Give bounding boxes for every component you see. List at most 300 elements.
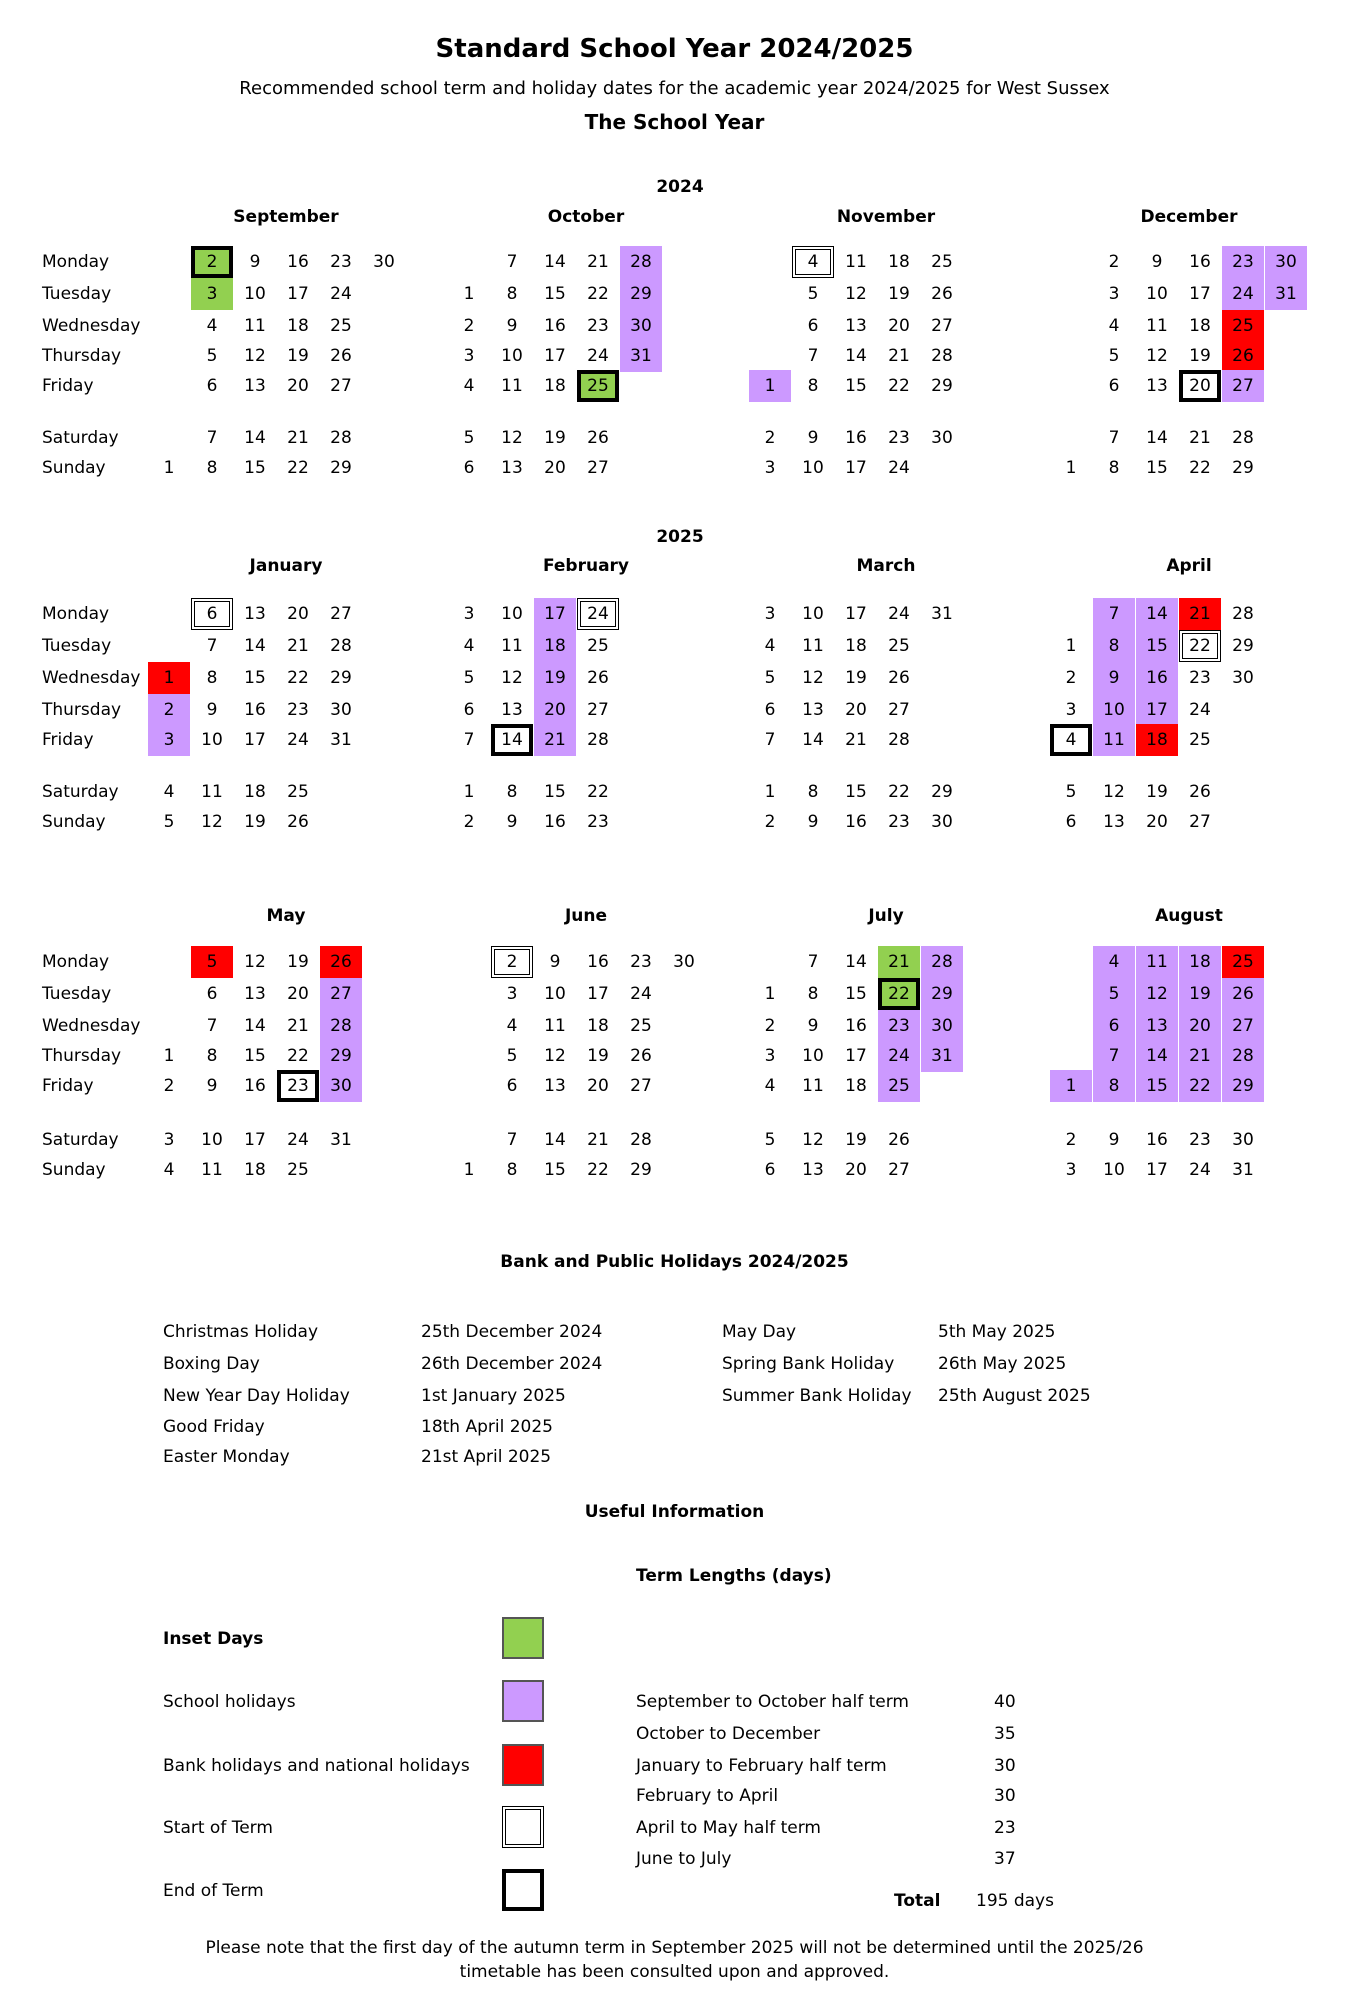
day-cell: 26 bbox=[587, 668, 609, 688]
day-cell: 14 bbox=[802, 730, 824, 750]
total-value: 195 days bbox=[976, 1891, 1054, 1911]
bank-holiday-date: 18th April 2025 bbox=[421, 1417, 553, 1437]
day-cell: 28 bbox=[888, 730, 910, 750]
day-cell: 3 bbox=[1108, 284, 1120, 304]
day-cell: 5 bbox=[1093, 978, 1135, 1010]
day-cell: 13 bbox=[1103, 812, 1125, 832]
day-cell: 28 bbox=[1232, 428, 1254, 448]
day-cell: 24 bbox=[1222, 278, 1264, 310]
day-cell: 24 bbox=[330, 284, 352, 304]
day-cell: 21 bbox=[534, 724, 576, 756]
day-cell: 13 bbox=[802, 1160, 824, 1180]
day-cell: 30 bbox=[1232, 1130, 1254, 1150]
day-cell: 21 bbox=[878, 946, 920, 978]
term-days: 23 bbox=[994, 1818, 1016, 1838]
day-cell: 30 bbox=[330, 700, 352, 720]
day-cell: 22 bbox=[587, 284, 609, 304]
day-cell: 16 bbox=[845, 1016, 867, 1036]
day-cell: 14 bbox=[1136, 1040, 1178, 1072]
day-cell: 8 bbox=[506, 284, 518, 304]
day-cell: 3 bbox=[463, 346, 475, 366]
day-cell: 28 bbox=[630, 1130, 652, 1150]
day-cell: 9 bbox=[549, 952, 561, 972]
term-label: June to July bbox=[636, 1849, 732, 1869]
day-cell: 29 bbox=[320, 1040, 362, 1072]
term-label: February to April bbox=[636, 1786, 779, 1806]
day-cell: 7 bbox=[807, 952, 819, 972]
term-days: 35 bbox=[994, 1724, 1016, 1744]
day-cell: 1 bbox=[463, 1160, 475, 1180]
day-cell: 27 bbox=[330, 604, 352, 624]
day-cell: 16 bbox=[587, 952, 609, 972]
day-cell: 3 bbox=[1065, 700, 1077, 720]
day-cell: 6 bbox=[764, 700, 776, 720]
bank-holiday-date: 1st January 2025 bbox=[421, 1386, 566, 1406]
day-cell: 25 bbox=[1189, 730, 1211, 750]
day-cell: 13 bbox=[244, 604, 266, 624]
day-cell: 16 bbox=[845, 428, 867, 448]
day-cell: 14 bbox=[1136, 598, 1178, 630]
day-cell: 6 bbox=[206, 984, 218, 1004]
day-cell: 27 bbox=[1222, 370, 1264, 402]
day-cell: 28 bbox=[587, 730, 609, 750]
day-cell: 18 bbox=[1189, 316, 1211, 336]
day-cell: 6 bbox=[463, 700, 475, 720]
day-name-wednesday: Wednesday bbox=[42, 668, 141, 688]
day-cell: 21 bbox=[287, 428, 309, 448]
day-cell: 3 bbox=[764, 1046, 776, 1066]
day-cell: 31 bbox=[921, 1040, 963, 1072]
day-cell: 20 bbox=[544, 458, 566, 478]
day-cell: 9 bbox=[1093, 662, 1135, 694]
legend-swatch-inset bbox=[502, 1617, 544, 1659]
day-cell: 15 bbox=[244, 668, 266, 688]
day-cell: 18 bbox=[1136, 724, 1178, 756]
bank-holiday-name: Easter Monday bbox=[163, 1447, 290, 1467]
day-cell: 30 bbox=[921, 1010, 963, 1042]
day-cell: 4 bbox=[1108, 316, 1120, 336]
day-cell: 23 bbox=[878, 1010, 920, 1042]
day-cell: 19 bbox=[888, 284, 910, 304]
day-cell: 30 bbox=[931, 428, 953, 448]
day-cell: 19 bbox=[1189, 346, 1211, 366]
day-cell: 14 bbox=[1146, 428, 1168, 448]
day-cell: 26 bbox=[888, 668, 910, 688]
day-cell: 24 bbox=[287, 730, 309, 750]
day-cell: 14 bbox=[244, 636, 266, 656]
day-cell: 11 bbox=[201, 782, 223, 802]
term-label: April to May half term bbox=[636, 1818, 821, 1838]
day-cell: 20 bbox=[1179, 1010, 1221, 1042]
day-cell: 31 bbox=[620, 340, 662, 372]
term-days: 30 bbox=[994, 1786, 1016, 1806]
day-cell: 9 bbox=[807, 428, 819, 448]
day-cell: 19 bbox=[287, 346, 309, 366]
day-cell: 24 bbox=[878, 1040, 920, 1072]
day-cell: 23 bbox=[888, 812, 910, 832]
day-cell: 28 bbox=[921, 946, 963, 978]
month-label-february: February bbox=[542, 556, 630, 576]
day-name-thursday: Thursday bbox=[42, 346, 122, 366]
day-name-sunday: Sunday bbox=[42, 458, 106, 478]
day-cell: 17 bbox=[534, 598, 576, 630]
day-cell: 2 bbox=[1065, 668, 1077, 688]
year-label: 2024 bbox=[656, 177, 704, 197]
day-cell: 19 bbox=[845, 668, 867, 688]
day-cell: 1 bbox=[163, 1046, 175, 1066]
day-cell: 12 bbox=[501, 668, 523, 688]
day-cell: 20 bbox=[287, 604, 309, 624]
day-cell: 4 bbox=[764, 1076, 776, 1096]
term-label: January to February half term bbox=[636, 1756, 887, 1776]
day-cell: 22 bbox=[1189, 458, 1211, 478]
day-cell: 5 bbox=[764, 1130, 776, 1150]
day-cell: 5 bbox=[1108, 346, 1120, 366]
day-cell: 20 bbox=[888, 316, 910, 336]
day-cell: 24 bbox=[888, 458, 910, 478]
day-name-monday: Monday bbox=[42, 604, 110, 624]
day-cell: 24 bbox=[287, 1130, 309, 1150]
day-cell: 8 bbox=[506, 1160, 518, 1180]
useful-info-heading: Useful Information bbox=[584, 1502, 765, 1522]
day-cell: 27 bbox=[888, 700, 910, 720]
day-cell: 12 bbox=[1146, 346, 1168, 366]
day-cell: 18 bbox=[845, 1076, 867, 1096]
day-name-saturday: Saturday bbox=[42, 782, 119, 802]
day-cell: 2 bbox=[764, 1016, 776, 1036]
bank-holiday-name: New Year Day Holiday bbox=[163, 1386, 350, 1406]
day-cell: 23 bbox=[1189, 668, 1211, 688]
day-cell: 29 bbox=[330, 458, 352, 478]
day-cell: 23 bbox=[888, 428, 910, 448]
month-label-april: April bbox=[1166, 556, 1212, 576]
day-cell: 30 bbox=[320, 1070, 362, 1102]
day-cell: 3 bbox=[163, 1130, 175, 1150]
day-cell: 10 bbox=[1103, 1160, 1125, 1180]
day-cell: 4 bbox=[1050, 724, 1092, 756]
day-cell: 16 bbox=[544, 812, 566, 832]
day-cell: 9 bbox=[206, 1076, 218, 1096]
day-cell: 23 bbox=[1189, 1130, 1211, 1150]
day-cell: 13 bbox=[845, 316, 867, 336]
legend-swatch-start bbox=[502, 1806, 544, 1848]
day-cell: 29 bbox=[1232, 636, 1254, 656]
day-cell: 25 bbox=[630, 1016, 652, 1036]
day-cell: 4 bbox=[163, 1160, 175, 1180]
day-cell: 7 bbox=[206, 636, 218, 656]
day-cell: 17 bbox=[587, 984, 609, 1004]
day-cell: 24 bbox=[1189, 700, 1211, 720]
day-name-thursday: Thursday bbox=[42, 1046, 122, 1066]
day-cell: 11 bbox=[201, 1160, 223, 1180]
day-cell: 3 bbox=[148, 724, 190, 756]
day-cell: 16 bbox=[1136, 662, 1178, 694]
day-cell: 26 bbox=[287, 812, 309, 832]
month-label-may: May bbox=[266, 906, 306, 926]
day-cell: 12 bbox=[544, 1046, 566, 1066]
day-cell: 10 bbox=[1146, 284, 1168, 304]
day-cell: 3 bbox=[1065, 1160, 1077, 1180]
day-cell: 11 bbox=[802, 1076, 824, 1096]
bank-holiday-name: May Day bbox=[722, 1322, 797, 1342]
day-cell: 24 bbox=[630, 984, 652, 1004]
day-cell: 6 bbox=[206, 376, 218, 396]
day-cell: 2 bbox=[764, 812, 776, 832]
day-cell: 10 bbox=[802, 458, 824, 478]
day-cell: 3 bbox=[191, 278, 233, 310]
day-cell: 28 bbox=[1232, 604, 1254, 624]
day-cell: 26 bbox=[587, 428, 609, 448]
term-lengths-heading: Term Lengths (days) bbox=[636, 1566, 832, 1586]
day-cell: 14 bbox=[244, 428, 266, 448]
day-cell: 3 bbox=[764, 458, 776, 478]
day-cell: 11 bbox=[845, 252, 867, 272]
day-cell: 19 bbox=[845, 1130, 867, 1150]
day-cell: 21 bbox=[1179, 1040, 1221, 1072]
month-label-march: March bbox=[856, 556, 916, 576]
day-cell: 7 bbox=[807, 346, 819, 366]
day-cell: 29 bbox=[1222, 1070, 1264, 1102]
day-cell: 10 bbox=[544, 984, 566, 1004]
day-cell: 7 bbox=[206, 428, 218, 448]
day-cell: 25 bbox=[888, 636, 910, 656]
day-cell: 16 bbox=[244, 700, 266, 720]
day-cell: 27 bbox=[587, 458, 609, 478]
day-cell: 21 bbox=[888, 346, 910, 366]
day-cell: 7 bbox=[506, 1130, 518, 1150]
day-cell: 27 bbox=[1222, 1010, 1264, 1042]
day-cell: 10 bbox=[244, 284, 266, 304]
day-cell: 21 bbox=[845, 730, 867, 750]
bank-holidays-heading: Bank and Public Holidays 2024/2025 bbox=[500, 1252, 849, 1272]
day-cell: 11 bbox=[501, 376, 523, 396]
day-cell: 25 bbox=[587, 636, 609, 656]
day-cell: 16 bbox=[244, 1076, 266, 1096]
day-cell: 18 bbox=[244, 782, 266, 802]
day-cell: 22 bbox=[888, 376, 910, 396]
day-cell: 6 bbox=[1093, 1010, 1135, 1042]
day-cell: 18 bbox=[888, 252, 910, 272]
day-cell: 20 bbox=[1146, 812, 1168, 832]
day-cell: 2 bbox=[191, 246, 233, 278]
day-cell: 31 bbox=[1265, 278, 1307, 310]
legend-label: End of Term bbox=[163, 1881, 264, 1901]
day-cell: 14 bbox=[845, 346, 867, 366]
day-cell: 17 bbox=[287, 284, 309, 304]
day-cell: 14 bbox=[491, 724, 533, 756]
day-cell: 8 bbox=[206, 668, 218, 688]
day-cell: 4 bbox=[206, 316, 218, 336]
day-cell: 29 bbox=[630, 1160, 652, 1180]
day-cell: 15 bbox=[1136, 1070, 1178, 1102]
day-cell: 25 bbox=[1222, 946, 1264, 978]
bank-holiday-name: Boxing Day bbox=[163, 1354, 260, 1374]
day-cell: 1 bbox=[1065, 636, 1077, 656]
day-cell: 15 bbox=[1146, 458, 1168, 478]
day-cell: 23 bbox=[630, 952, 652, 972]
day-cell: 1 bbox=[764, 984, 776, 1004]
day-cell: 15 bbox=[244, 1046, 266, 1066]
day-cell: 23 bbox=[287, 700, 309, 720]
day-cell: 17 bbox=[1189, 284, 1211, 304]
day-cell: 8 bbox=[807, 984, 819, 1004]
day-cell: 29 bbox=[1232, 458, 1254, 478]
day-cell: 24 bbox=[888, 604, 910, 624]
day-cell: 4 bbox=[463, 636, 475, 656]
day-cell: 29 bbox=[330, 668, 352, 688]
legend-label: Bank holidays and national holidays bbox=[163, 1756, 470, 1776]
day-cell: 22 bbox=[888, 782, 910, 802]
day-cell: 13 bbox=[501, 458, 523, 478]
day-cell: 7 bbox=[506, 252, 518, 272]
day-cell: 2 bbox=[491, 946, 533, 978]
day-cell: 26 bbox=[1222, 340, 1264, 372]
day-cell: 30 bbox=[1232, 668, 1254, 688]
day-cell: 26 bbox=[330, 346, 352, 366]
day-cell: 9 bbox=[1108, 1130, 1120, 1150]
day-cell: 5 bbox=[807, 284, 819, 304]
month-label-september: September bbox=[233, 207, 339, 227]
day-cell: 28 bbox=[330, 428, 352, 448]
day-name-friday: Friday bbox=[42, 730, 94, 750]
day-cell: 18 bbox=[587, 1016, 609, 1036]
month-label-june: June bbox=[564, 906, 608, 926]
legend-swatch-end bbox=[502, 1869, 544, 1911]
day-cell: 17 bbox=[1136, 694, 1178, 726]
day-cell: 10 bbox=[802, 604, 824, 624]
day-cell: 25 bbox=[330, 316, 352, 336]
day-cell: 5 bbox=[764, 668, 776, 688]
day-cell: 10 bbox=[501, 604, 523, 624]
day-cell: 30 bbox=[620, 310, 662, 342]
day-cell: 11 bbox=[244, 316, 266, 336]
bank-holiday-name: Christmas Holiday bbox=[163, 1322, 319, 1342]
day-cell: 2 bbox=[1065, 1130, 1077, 1150]
day-cell: 22 bbox=[878, 978, 920, 1010]
day-cell: 11 bbox=[544, 1016, 566, 1036]
term-days: 30 bbox=[994, 1756, 1016, 1776]
day-cell: 19 bbox=[1146, 782, 1168, 802]
day-cell: 15 bbox=[544, 782, 566, 802]
day-name-tuesday: Tuesday bbox=[42, 984, 112, 1004]
day-cell: 6 bbox=[764, 1160, 776, 1180]
bank-holiday-date: 21st April 2025 bbox=[421, 1447, 552, 1467]
legend-swatch-holiday bbox=[502, 1680, 544, 1722]
day-cell: 18 bbox=[544, 376, 566, 396]
day-cell: 26 bbox=[931, 284, 953, 304]
term-label: October to December bbox=[636, 1724, 821, 1744]
day-cell: 15 bbox=[244, 458, 266, 478]
day-cell: 8 bbox=[1093, 1070, 1135, 1102]
day-cell: 19 bbox=[534, 662, 576, 694]
day-cell: 15 bbox=[544, 284, 566, 304]
month-label-august: August bbox=[1155, 906, 1223, 926]
day-cell: 18 bbox=[244, 1160, 266, 1180]
day-cell: 20 bbox=[1179, 370, 1221, 402]
day-cell: 14 bbox=[845, 952, 867, 972]
day-cell: 3 bbox=[463, 604, 475, 624]
day-cell: 23 bbox=[1222, 246, 1264, 278]
day-cell: 1 bbox=[749, 370, 791, 402]
day-cell: 22 bbox=[1179, 1070, 1221, 1102]
day-cell: 20 bbox=[287, 376, 309, 396]
day-cell: 31 bbox=[330, 1130, 352, 1150]
day-cell: 22 bbox=[587, 1160, 609, 1180]
day-cell: 8 bbox=[206, 458, 218, 478]
day-cell: 17 bbox=[845, 458, 867, 478]
day-cell: 2 bbox=[148, 694, 190, 726]
day-cell: 9 bbox=[807, 812, 819, 832]
day-cell: 17 bbox=[1146, 1160, 1168, 1180]
day-cell: 22 bbox=[587, 782, 609, 802]
day-cell: 9 bbox=[807, 1016, 819, 1036]
day-cell: 18 bbox=[287, 316, 309, 336]
day-cell: 26 bbox=[888, 1130, 910, 1150]
day-cell: 6 bbox=[463, 458, 475, 478]
day-name-tuesday: Tuesday bbox=[42, 284, 112, 304]
day-cell: 9 bbox=[206, 700, 218, 720]
day-cell: 30 bbox=[931, 812, 953, 832]
month-label-july: July bbox=[868, 906, 904, 926]
day-cell: 4 bbox=[463, 376, 475, 396]
day-cell: 20 bbox=[287, 984, 309, 1004]
day-cell: 8 bbox=[206, 1046, 218, 1066]
day-cell: 1 bbox=[148, 662, 190, 694]
term-days: 37 bbox=[994, 1849, 1016, 1869]
day-cell: 12 bbox=[1103, 782, 1125, 802]
day-cell: 10 bbox=[802, 1046, 824, 1066]
day-cell: 15 bbox=[544, 1160, 566, 1180]
day-cell: 20 bbox=[845, 1160, 867, 1180]
day-cell: 2 bbox=[1108, 252, 1120, 272]
day-cell: 13 bbox=[244, 984, 266, 1004]
day-cell: 1 bbox=[463, 284, 475, 304]
day-cell: 22 bbox=[1179, 630, 1221, 662]
day-cell: 1 bbox=[163, 458, 175, 478]
month-label-december: December bbox=[1140, 207, 1238, 227]
day-cell: 30 bbox=[1265, 246, 1307, 278]
day-cell: 12 bbox=[1136, 978, 1178, 1010]
day-cell: 16 bbox=[845, 812, 867, 832]
day-cell: 28 bbox=[330, 636, 352, 656]
day-cell: 25 bbox=[878, 1070, 920, 1102]
day-cell: 31 bbox=[931, 604, 953, 624]
day-cell: 21 bbox=[587, 252, 609, 272]
legend-swatch-bank bbox=[502, 1744, 544, 1786]
day-cell: 26 bbox=[1222, 978, 1264, 1010]
day-cell: 5 bbox=[463, 668, 475, 688]
day-cell: 12 bbox=[244, 346, 266, 366]
day-cell: 3 bbox=[506, 984, 518, 1004]
month-label-november: November bbox=[836, 207, 936, 227]
total-label: Total bbox=[894, 1891, 941, 1911]
bank-holiday-name: Good Friday bbox=[163, 1417, 265, 1437]
day-cell: 25 bbox=[287, 1160, 309, 1180]
day-name-saturday: Saturday bbox=[42, 1130, 119, 1150]
day-cell: 19 bbox=[544, 428, 566, 448]
day-cell: 5 bbox=[463, 428, 475, 448]
day-cell: 26 bbox=[320, 946, 362, 978]
day-cell: 24 bbox=[587, 346, 609, 366]
day-cell: 21 bbox=[287, 636, 309, 656]
month-label-october: October bbox=[547, 207, 625, 227]
day-cell: 27 bbox=[931, 316, 953, 336]
day-cell: 25 bbox=[287, 782, 309, 802]
day-name-wednesday: Wednesday bbox=[42, 316, 141, 336]
term-label: September to October half term bbox=[636, 1692, 909, 1712]
day-cell: 15 bbox=[1136, 630, 1178, 662]
day-cell: 2 bbox=[764, 428, 776, 448]
